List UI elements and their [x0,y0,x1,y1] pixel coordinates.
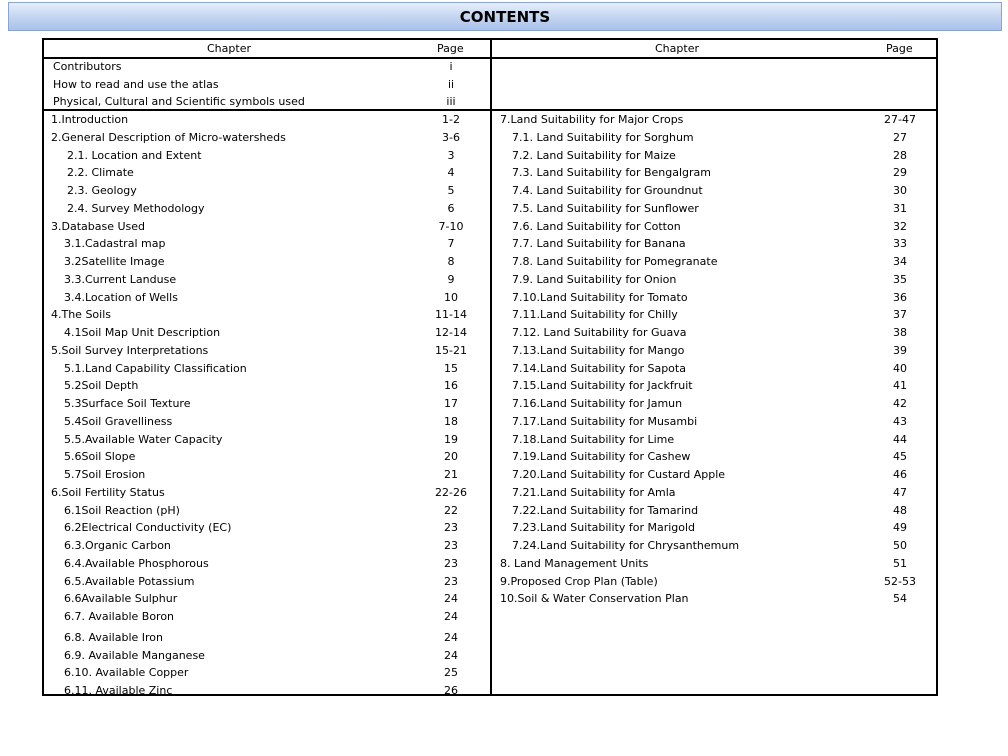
toc-entry-page: 1-2 [442,113,460,126]
toc-entry-label: 7.2. Land Suitability for Maize [512,148,676,162]
toc-entry-label: 4.The Soils [51,308,112,322]
toc-entry-page: 19 [444,432,458,446]
toc-entry-page: 44 [893,432,907,446]
toc-entry-label: Physical, Cultural and Scientific symbols used [53,95,305,108]
toc-entry-label: 2.4. Survey Methodology [67,201,205,215]
toc-entry-label: 2.General Description of Micro-watersheds [51,130,286,144]
toc-entry-label: 7.9. Land Suitability for Onion [512,272,677,286]
toc-entry-label: 7.24.Land Suitability for Chrysanthemum [512,539,740,552]
toc-entry-label: 7.7. Land Suitability for Banana [512,237,686,251]
toc-entry-label: 6.9. Available Manganese [64,648,205,662]
toc-entry-page: 5 [447,184,455,197]
toc-entry-label: 8. Land Management Units [500,556,649,570]
toc-entry-page: 23 [444,521,458,535]
toc-entry-label: 7.13.Land Suitability for Mango [512,343,685,357]
toc-entry-page: 27-47 [884,113,916,126]
toc-entry-page: 20 [444,450,458,464]
toc-entry-label: 6.5.Available Potassium [64,574,195,588]
toc-entry-page: 3 [447,148,455,162]
toc-entry-label: 3.1.Cadastral map [64,237,166,251]
toc-entry-page: 24 [444,630,458,644]
page-title: CONTENTS [459,7,551,26]
toc-entry-label: 5.6Soil Slope [64,450,136,464]
toc-entry-label: 7.5. Land Suitability for Sunflower [512,201,699,215]
toc-entry-page: 16 [444,379,458,393]
toc-entry-label: 7.10.Land Suitability for Tomato [512,290,688,304]
toc-entry-label: 6.2Electrical Conductivity (EC) [64,521,232,535]
toc-entry-page: 17 [444,397,458,410]
toc-entry-page: 21 [444,468,458,481]
toc-entry-label: 7.23.Land Suitability for Marigold [512,521,696,535]
toc-entry-page: 50 [893,539,907,552]
toc-entry-label: Contributors [53,60,122,73]
toc-entry-label: 7.Land Suitability for Major Crops [500,113,684,126]
toc-entry-label: 5.4Soil Gravelliness [64,414,173,428]
left-header-rule [44,57,490,59]
toc-entry-label: 7.3. Land Suitability for Bengalgram [512,166,711,180]
toc-entry-label: 2.1. Location and Extent [67,148,202,162]
toc-entry-label: 5.2Soil Depth [64,379,139,393]
column-divider [490,40,492,694]
toc-entry-page: 47 [893,485,907,499]
toc-entry-page: 35 [893,272,907,286]
toc-entry-page: 22 [444,503,458,517]
toc-entry-label: 7.17.Land Suitability for Musambi [512,414,698,428]
right-header-rule [492,57,938,59]
toc-entry-label: 5.1.Land Capability Classification [64,361,247,375]
toc-entry-page: 10 [444,290,458,304]
toc-entry-page: 23 [444,574,458,588]
toc-entry-page: 29 [893,166,907,180]
toc-entry-page: 3-6 [442,130,460,144]
toc-entry-label: 2.3. Geology [67,184,137,197]
toc-entry-label: 6.3.Organic Carbon [64,539,171,552]
toc-entry-page: 12-14 [435,326,467,339]
toc-entry-page: 49 [893,521,907,535]
toc-entry-label: 7.19.Land Suitability for Cashew [512,450,691,464]
toc-entry-label: 6.8. Available Iron [64,630,163,644]
right-page-header: Page [886,42,913,55]
toc-entry-label: 3.Database Used [51,219,146,233]
toc-entry-label: 10.Soil & Water Conservation Plan [500,592,689,606]
toc-entry-label: 3.2Satellite Image [64,255,165,268]
toc-entry-page: 25 [444,666,458,680]
toc-entry-page: 24 [444,592,458,606]
left-chapter-header: Chapter [207,42,251,55]
toc-entry-page: 8 [447,255,455,268]
toc-entry-label: 6.11. Available Zinc [64,684,173,697]
toc-entry-label: 7.20.Land Suitability for Custard Apple [512,468,726,481]
toc-entry-label: 6.10. Available Copper [64,666,189,680]
toc-entry-page: 45 [893,450,907,464]
toc-entry-page: 41 [893,379,907,393]
toc-entry-label: 6.7. Available Boron [64,610,175,623]
toc-entry-page: 48 [893,503,907,517]
toc-entry-page: 27 [893,130,907,144]
toc-entry-page: 46 [893,468,907,481]
toc-entry-label: 7.21.Land Suitability for Amla [512,485,676,499]
toc-entry-page: iii [446,95,456,108]
toc-entry-page: 31 [893,201,907,215]
toc-entry-page: 38 [893,326,907,339]
toc-entry-label: 2.2. Climate [67,166,134,180]
toc-entry-page: 36 [893,290,907,304]
toc-entry-page: 23 [444,556,458,570]
toc-entry-page: 7-10 [438,219,464,233]
toc-entry-label: 3.4.Location of Wells [64,290,178,304]
toc-entry-page: 6 [447,201,455,215]
toc-entry-page: 24 [444,610,458,623]
toc-entry-page: 22-26 [435,485,467,499]
toc-entry-page: 43 [893,414,907,428]
toc-entry-page: 39 [893,343,907,357]
toc-entry-page: 15 [444,361,458,375]
toc-entry-label: 7.14.Land Suitability for Sapota [512,361,686,375]
toc-entry-label: 4.1Soil Map Unit Description [64,326,221,339]
toc-entry-page: 52-53 [884,574,916,588]
toc-entry-label: 7.12. Land Suitability for Guava [512,326,687,339]
toc-entry-label: 5.Soil Survey Interpretations [51,343,209,357]
toc-entry-label: 7.16.Land Suitability for Jamun [512,397,683,410]
toc-entry-label: 5.3Surface Soil Texture [64,397,191,410]
toc-entry-page: ii [447,77,455,91]
toc-entry-page: 18 [444,414,458,428]
toc-entry-page: 15-21 [435,343,467,357]
toc-entry-page: i [449,60,453,73]
right-chapter-header: Chapter [655,42,699,55]
toc-entry-label: 1.Introduction [51,113,129,126]
toc-entry-label: 5.5.Available Water Capacity [64,432,223,446]
toc-entry-page: 40 [893,361,907,375]
contents-table [42,38,938,696]
toc-entry-label: How to read and use the atlas [53,77,219,91]
toc-entry-label: 7.4. Land Suitability for Groundnut [512,184,703,197]
toc-entry-label: 6.Soil Fertility Status [51,485,165,499]
toc-entry-page: 42 [893,397,907,410]
front-matter-rule [44,109,938,111]
toc-entry-label: 6.6Available Sulphur [64,592,178,606]
toc-entry-label: 7.15.Land Suitability for Jackfruit [512,379,693,393]
left-page-header: Page [437,42,464,55]
toc-entry-page: 4 [447,166,455,180]
toc-entry-label: 7.22.Land Suitability for Tamarind [512,503,699,517]
toc-entry-page: 7 [447,237,455,251]
toc-entry-page: 32 [893,219,907,233]
toc-entry-page: 9 [447,272,455,286]
toc-entry-label: 5.7Soil Erosion [64,468,146,481]
toc-entry-page: 33 [893,237,907,251]
toc-entry-label: 7.1. Land Suitability for Sorghum [512,130,694,144]
toc-entry-page: 51 [893,556,907,570]
toc-entry-page: 26 [444,684,458,697]
toc-entry-label: 7.8. Land Suitability for Pomegranate [512,255,718,268]
title-bar [8,2,1002,31]
toc-entry-page: 37 [893,308,907,322]
toc-entry-page: 28 [893,148,907,162]
toc-entry-label: 9.Proposed Crop Plan (Table) [500,574,658,588]
toc-entry-label: 3.3.Current Landuse [64,272,177,286]
toc-entry-label: 6.4.Available Phosphorous [64,556,209,570]
toc-entry-label: 7.6. Land Suitability for Cotton [512,219,681,233]
toc-entry-label: 7.18.Land Suitability for Lime [512,432,675,446]
toc-entry-page: 30 [893,184,907,197]
toc-entry-page: 24 [444,648,458,662]
toc-entry-label: 7.11.Land Suitability for Chilly [512,308,678,322]
toc-entry-page: 23 [444,539,458,552]
toc-entry-label: 6.1Soil Reaction (pH) [64,503,180,517]
toc-entry-page: 54 [893,592,907,606]
toc-entry-page: 11-14 [435,308,467,322]
toc-entry-page: 34 [893,255,907,268]
